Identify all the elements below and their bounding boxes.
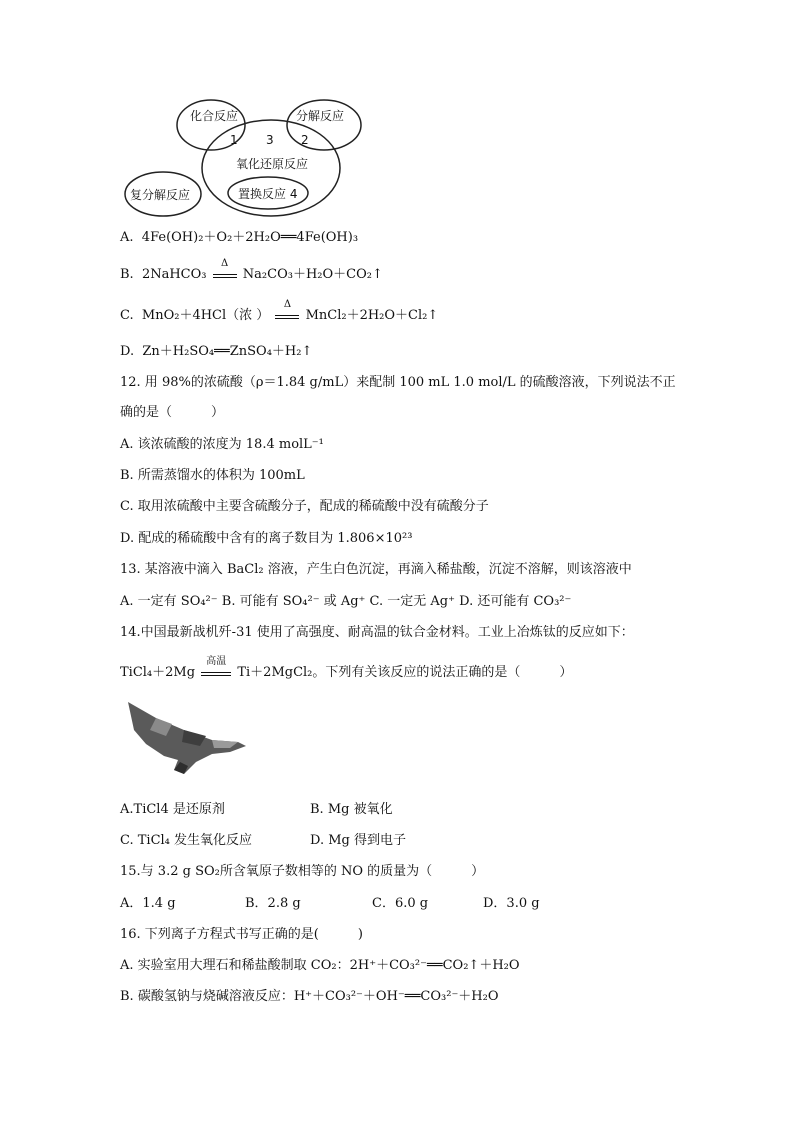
- q12-option-a: A. 该浓硫酸的浓度为 18.4 molL⁻¹: [120, 437, 324, 452]
- q11-option-c: C. MnO₂＋4HCl（浓 ） Δ MnCl₂＋2H₂O＋Cl₂↑: [120, 299, 439, 323]
- label-decomposition: 分解反应: [296, 109, 345, 123]
- q15-option-d: D．3.0 g: [483, 896, 540, 911]
- region-2: 2: [301, 133, 309, 147]
- q12-option-c: C. 取用浓硫酸中主要含硫酸分子，配成的稀硫酸中没有硫酸分子: [120, 499, 489, 514]
- q14-stem-line1: 14.中国最新战机歼-31 使用了高强度、耐高温的钛合金材料。工业上冶炼钛的反应如下：: [120, 625, 634, 640]
- fighter-jet-image: [126, 700, 248, 776]
- label-displacement: 置换反应 4: [238, 187, 298, 201]
- q12-stem-line1: 12. 用 98%的浓硫酸（ρ＝1.84 g/mL）来配制 100 mL 1.0 mol/L 的硫酸溶液，下列说法不正: [120, 375, 676, 390]
- q13-stem: 13. 某溶液中滴入 BaCl₂ 溶液，产生白色沉淀，再滴入稀盐酸，沉淀不溶解，则该溶液中: [120, 562, 632, 577]
- region-3: 3: [266, 133, 274, 147]
- decomposition-reaction-circle: [287, 100, 361, 150]
- q14-option-a: A.TiCl4 是还原剂: [120, 802, 225, 817]
- q12-stem-line2: 确的是（ ）: [120, 405, 225, 420]
- q16-option-a: A. 实验室用大理石和稀盐酸制取 CO₂：2H⁺＋CO₃²⁻══CO₂↑＋H₂O: [120, 958, 520, 973]
- q11-option-d: D. Zn＋H₂SO₄══ZnSO₄＋H₂↑: [120, 344, 313, 359]
- q14-option-d: D. Mg 得到电子: [310, 833, 406, 848]
- q15-option-a: A．1.4 g: [120, 896, 176, 911]
- q16-option-b: B. 碳酸氢钠与烧碱溶液反应：H⁺＋CO₃²⁻＋OH⁻══CO₃²⁻＋H₂O: [120, 989, 499, 1004]
- q11-option-b: B. 2NaHCO₃ Δ Na₂CO₃＋H₂O＋CO₂↑: [120, 258, 383, 282]
- q13-options: A. 一定有 SO₄²⁻ B. 可能有 SO₄²⁻ 或 Ag⁺ C. 一定无 Ag⁺ D. 还可能有 CO₃²⁻: [120, 594, 572, 609]
- q12-option-b: B. 所需蒸馏水的体积为 100mL: [120, 468, 305, 483]
- label-double-decomposition: 复分解反应: [130, 188, 191, 202]
- q14-option-c: C. TiCl₄ 发生氧化反应: [120, 833, 253, 848]
- heating-condition: Δ: [275, 309, 299, 319]
- reaction-type-venn-diagram: [118, 96, 368, 220]
- region-1: 1: [230, 133, 238, 147]
- high-temperature-condition: 高温: [201, 666, 231, 676]
- label-redox: 氧化还原反应: [236, 157, 309, 171]
- label-combination: 化合反应: [190, 109, 239, 123]
- q16-stem: 16. 下列离子方程式书写正确的是( ): [120, 927, 363, 942]
- q11-option-a: A. 4Fe(OH)₂＋O₂＋2H₂O══4Fe(OH)₃: [120, 230, 359, 245]
- q15-option-c: C．6.0 g: [372, 896, 429, 911]
- q14-equation: TiCl₄＋2Mg 高温 Ti＋2MgCl₂。下列有关该反应的说法正确的是（ ）: [120, 656, 573, 680]
- q12-option-d: D. 配成的稀硫酸中含有的离子数目为 1.806×10²³: [120, 531, 413, 546]
- heating-condition: Δ: [213, 268, 237, 278]
- q14-option-b: B. Mg 被氧化: [310, 802, 393, 817]
- q15-option-b: B．2.8 g: [245, 896, 301, 911]
- q15-stem: 15.与 3.2 g SO₂所含氧原子数相等的 NO 的质量为（ ）: [120, 864, 485, 879]
